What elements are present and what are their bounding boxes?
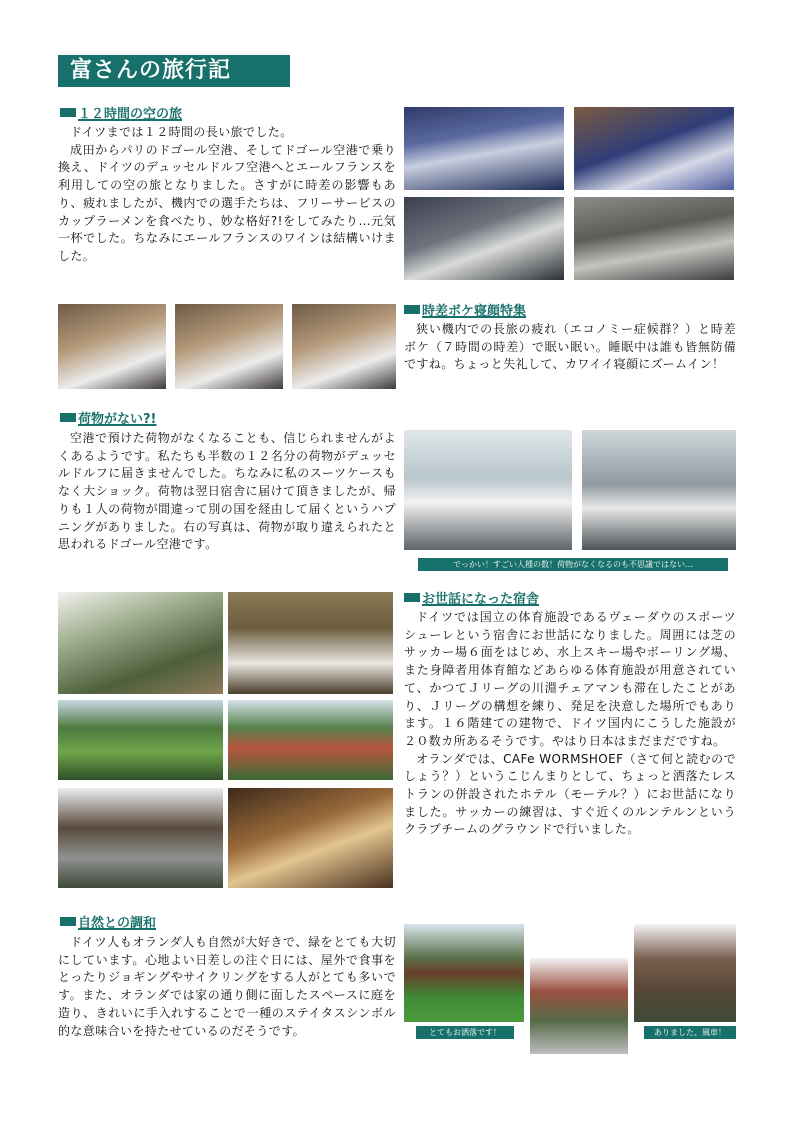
photo-soccer-field (58, 700, 223, 780)
heading-marker (60, 413, 76, 422)
paragraph: 成田からパリのドゴール空港、そしてドゴール空港で乗り換え、ドイツのデュッセルドルフ空港へとエールフランスを利用しての空の旅となりました。さすがに時差の影響もあり、疲れましたが、機内での選手たちは、フリーサービスのカップラーメンを食べたり、妙な格好?!をしてみたり…元気一杯でした。ちなみにエールフランスのワインは結構いけました。 (58, 142, 396, 263)
paragraph: オランダでは、CAFe WORMSHOEF（さて何と読むのでしょう？）というこじんまりとして、ちょっと洒落たレストランの併設されたホテル（モーテル？）にお世話になりました。サッカーの練習は、すぐ近くのルンテルンというクラブチームのグラウンドで行いました。 (404, 751, 736, 837)
photo-bus-interior (404, 107, 564, 190)
photo-house-garden (404, 924, 524, 1022)
section-body-flight (58, 124, 396, 266)
photo-lodging-tree (58, 592, 223, 694)
section-heading-jetlag: 時差ボケ寝顔特集 (404, 304, 526, 320)
photo-caption-windmill: ありました、風車！ (644, 1026, 736, 1039)
paragraph: ドイツでは国立の体育施設であるヴェーダウのスポーツシューレという宿舎にお世話になりました。周囲には芝のサッカー場６面をはじめ、水上スキー場やボーリング場、また身障者用体育館などあらゆる体育施設が用意されていて、かつてＪリーグの川淵チェアマンも滞在したことがあり、Ｊリーグの構想を練り、発足を決意した場所でもあります。１６階建ての建物で、ドイツ国内にこうした施設が２０数カ所あるそうです。やはり日本はまだまだですね。 (404, 610, 736, 748)
photo-hotel-bar (228, 788, 393, 888)
section-body-nature (58, 934, 396, 1040)
paragraph: 空港で預けた荷物がなくなることも、信じられませんがよくあるようです。私たちも半数の１２名分の荷物がデュッセルドルフに届きませんでした。ちなみに私のスーツケースもなく大ショック。荷物は翌日宿舎に届けて頂きましたが、帰りも１人の荷物が間違って別の国を経由して届くというハプニングがありました。右の写真は、荷物が取り違えられたと思われるドゴール空港です。 (58, 431, 396, 552)
paragraph: ドイツ人もオランダ人も自然が大好きで、緑をとても大切にしています。心地よい日差しの注ぐ日には、屋外で食事をとったりジョギングやサイクリングをする人がとても多いです。また、オランダでは家の通り側に面したスペースに庭を造り、きれいに手入れすることで一種のステイタスシンボル的な意味合いを持たせているのだそうです。 (58, 935, 396, 1038)
section-heading-luggage: 荷物がない?! (60, 412, 156, 428)
photo-sleeping-face-1 (58, 304, 166, 389)
photo-stadium (228, 700, 393, 780)
heading-marker (60, 917, 76, 926)
photo-airport-walkway (404, 430, 572, 550)
photo-sleeping-face-2 (175, 304, 283, 389)
heading-marker (404, 593, 420, 602)
section-body-luggage (58, 430, 396, 554)
photo-player-eyemask (574, 107, 734, 190)
heading-marker (404, 305, 420, 314)
heading-marker (60, 108, 76, 117)
photo-player-sleeping-plane (574, 197, 734, 280)
photo-windmill (634, 924, 736, 1022)
photo-hotel-exterior (58, 788, 223, 888)
page-title: 富さんの旅行記 (58, 55, 290, 87)
section-heading-flight: １２時間の空の旅 (60, 107, 182, 123)
section-heading-lodging: お世話になった宿舎 (404, 592, 539, 608)
section-heading-nature: 自然との調和 (60, 916, 156, 932)
photo-caption-garden: とてもお洒落です！ (416, 1026, 514, 1039)
section-body-lodging (404, 609, 736, 839)
photo-sleeping-face-3 (292, 304, 396, 389)
photo-villa (530, 958, 628, 1054)
photo-player-eating (404, 197, 564, 280)
section-body-jetlag (404, 321, 736, 374)
photo-caption-airport: でっかい！すごい人種の数！荷物がなくなるのも不思議ではない… (418, 558, 728, 571)
paragraph: ドイツまでは１２時間の長い旅でした。 (70, 125, 293, 139)
photo-lodging-room (228, 592, 393, 694)
photo-airport-waiting (582, 430, 736, 550)
paragraph: 狭い機内での長旅の疲れ（エコノミー症候群？）と時差ボケ（７時間の時差）で眠い眠い。睡眠中は誰も皆無防備ですね。ちょっと失礼して、カワイイ寝顔にズームイン！ (404, 322, 736, 372)
